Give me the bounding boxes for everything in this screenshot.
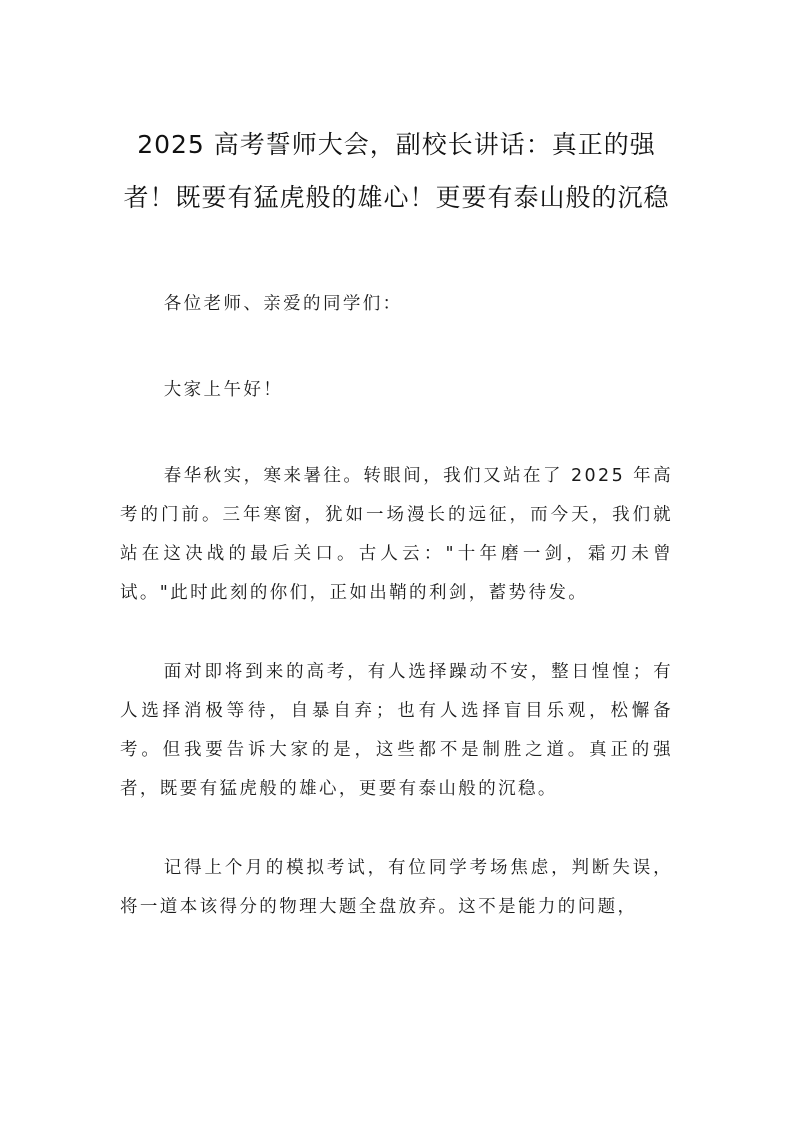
body-paragraph: 记得上个月的模拟考试，有位同学考场焦虑，判断失误，将一道本该得分的物理大题全盘放弃。这不是能力的问题， (120, 858, 673, 917)
document-body (120, 285, 673, 927)
body-paragraph: 面对即将到来的高考，有人选择躁动不安，整日惶惶；有人选择消极等待，自暴自弃；也有人选择盲目乐观，松懈备考。但我要告诉大家的是，这些都不是制胜之道。真正的强者，既要有猛虎般的雄心，更要有泰山般的沉稳。 (120, 662, 673, 799)
document-title: 2025 高考誓师大会，副校长讲话：真正的强者！既要有猛虎般的雄心！更要有泰山般的沉稳 (123, 130, 670, 212)
document-page (120, 118, 673, 967)
greeting-paragraph: 大家上午好！ (163, 380, 284, 400)
body-paragraph: 春华秋实，寒来暑往。转眼间，我们又站在了 2025 年高考的门前。三年寒窗，犹如一场漫长的远征，而今天，我们就站在这决战的最后关口。古人云："十年磨一剑，霜刃未曾试。"此时此刻的你们，正如出鞘的利剑，蓄势待发。 (120, 466, 673, 603)
salutation-paragraph: 各位老师、亲爱的同学们： (163, 294, 403, 314)
